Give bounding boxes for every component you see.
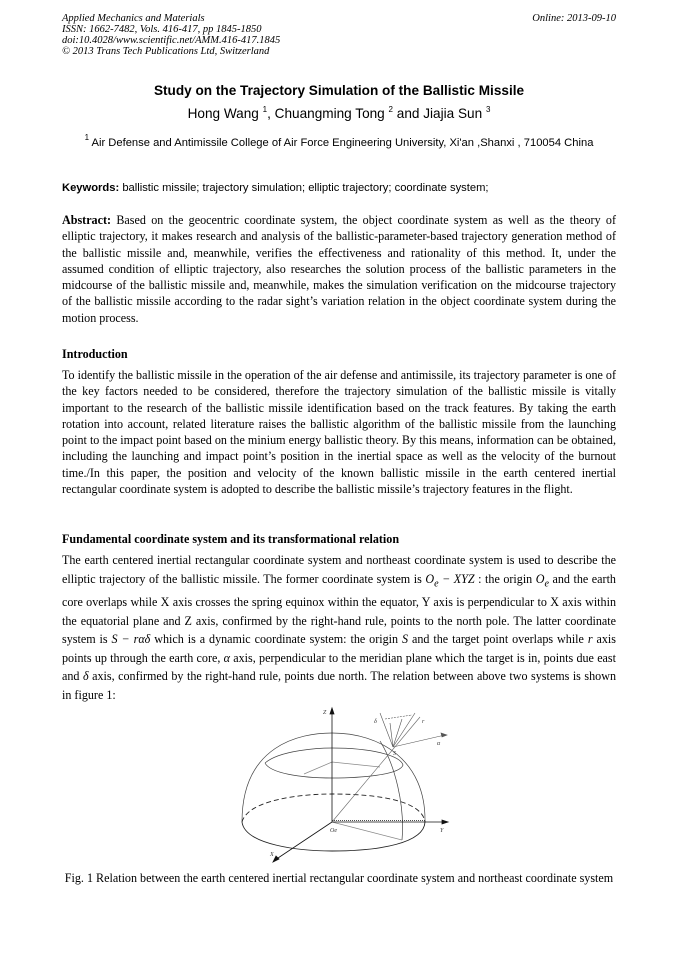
math-alpha: α: [223, 650, 230, 665]
equator-front: [242, 822, 425, 851]
z-arrow: [330, 708, 334, 714]
sub-line-1: [304, 762, 380, 774]
copyright-line: © 2013 Trans Tech Publications Ltd, Switzerland: [62, 46, 270, 57]
fundamental-paragraph: [62, 551, 616, 704]
math-subscript: e: [434, 577, 439, 589]
figure-label-x: X: [270, 852, 274, 858]
math-symbol: O: [535, 571, 545, 586]
text-run: axis points up through the earth core,: [62, 632, 616, 665]
journal-name: Applied Mechanics and Materials: [62, 13, 205, 24]
v-dash: [385, 715, 412, 719]
figure-label-alpha: α: [437, 741, 441, 747]
section-heading-fundamental: Fundamental coordinate system and its transformational relation: [62, 532, 400, 546]
latitude-ellipse: [265, 748, 403, 778]
math-oe: [535, 571, 549, 589]
section-heading-introduction: Introduction: [62, 347, 128, 361]
equator-back: [242, 794, 425, 822]
abstract-text: Based on the geocentric coordinate system, the object coordinate system as well as the theory of elliptic trajectory, it makes research and analysis of the ballistic-parameter-based trajectory generation method of the ballistic missile and, meanwhile, verifies the effectiveness and rationality of this method. It, under the assumed condition of elliptic trajectory, also researches the solution process of the ballistic parameters in the midcourse of the ballistic missile and, meanwhile, makes the simulation verification on the midcourse trajectory of the ballistic missile according to the radar sight’s variation relation in the object coordinate system during the motion process.: [62, 213, 616, 325]
figure-caption: Fig. 1 Relation between the earth centered inertial rectangular coordinate system and northeast coordinate system: [64, 871, 614, 885]
math-symbol: O: [425, 571, 435, 586]
sub-line-2: [332, 822, 402, 840]
x-axis: [275, 822, 332, 860]
text-run: axis, perpendicular to the meridian plane which the target is in, points due east and: [62, 650, 616, 684]
v-vector-2: [393, 719, 402, 747]
math-r: r: [587, 632, 593, 647]
author-separator: and: [392, 106, 424, 121]
figure-label-z: Z: [323, 710, 327, 716]
math-oe: [425, 571, 475, 589]
author-list: [62, 105, 616, 121]
figure-label-origin: Oe: [330, 828, 337, 834]
author-sup: 3: [485, 105, 491, 114]
author-separator: ,: [267, 106, 275, 121]
text-run: The earth centered inertial rectangular coordinate system and northeast coordinate system is used to describe the elliptic trajectory of the ballistic missile. The former coordinate system is: [62, 553, 616, 586]
journal-header: [62, 13, 280, 57]
figure-1-coordinate-diagram: [240, 705, 460, 865]
text-run: which is a dynamic coordinate system: the origin: [150, 632, 402, 647]
text-run: and the target point overlaps while: [408, 632, 588, 647]
r-axis-long: [332, 717, 420, 822]
keywords: [62, 182, 616, 194]
paper-title: Study on the Trajectory Simulation of the Ballistic Missile: [153, 83, 525, 98]
math-subscript: e: [544, 577, 549, 589]
text-run: : the origin: [474, 571, 536, 586]
x-arrow: [273, 856, 279, 862]
math-symbol: − XYZ: [438, 571, 475, 586]
figure-label-y: Y: [440, 828, 444, 834]
math-s: S: [402, 632, 409, 647]
alpha-arrow: [441, 733, 447, 737]
introduction-paragraph: To identify the ballistic missile in the operation of the air defense and antimissile, its trajectory parameter is one of the key factors needed to be considered, therefore the trajectory simulation of the ballistic missile is vitally important to the research of the ballistic missile identification based on the track features. By taking the earth rotation into account, related literature raises the ballistic algorithm of the ballistic missile from the launching point to the impact point based on the minium energy ballistic theory. By this means, information can be obtained, including the launching and impact point’s position in the inertial space as well as the velocity of the burnout time./In this paper, the position and velocity of the known ballistic missile in the earth centered inertial rectangular coordinate system is adopted to describe the ballistic missile’s trajectory features in the flight.: [62, 368, 616, 497]
keywords-label: Keywords:: [62, 182, 120, 194]
figure-label-s: S: [393, 751, 396, 757]
text-run: and the earth core overlaps while X axis crosses the spring equinox within the equator, Y axis is perpendicular to X axis within the equatorial plane and Z axis, confirmed by the right-hand rule, points to the north pole. The latter coordinate system is: [62, 571, 616, 647]
author-name: Chuangming Tong: [274, 106, 385, 121]
online-date: Online: 2013-09-10: [532, 13, 616, 24]
figure-label-delta: δ: [374, 719, 377, 725]
y-arrow: [442, 820, 448, 824]
figure-label-r: r: [422, 719, 425, 725]
affiliation-sup: 1: [84, 133, 90, 142]
author-sup: 1: [262, 105, 268, 114]
hemisphere-outline: [242, 733, 425, 822]
v-vector-1: [393, 713, 415, 747]
math-delta: δ: [82, 669, 89, 684]
author-sup: 2: [388, 105, 393, 114]
text-run: axis, confirmed by the right-hand rule, points due north. The relation between above two systems is shown in figure 1:: [62, 669, 616, 702]
affiliation: [62, 131, 616, 150]
keywords-text: ballistic missile; trajectory simulation; elliptic trajectory; coordinate system;: [122, 182, 489, 194]
affiliation-text: Air Defense and Antimissile College of Air Force Engineering University, Xi'an ,Shanxi , 710054 China: [91, 137, 594, 149]
doi-line: doi:10.4028/www.scientific.net/AMM.416-417.1845: [62, 35, 281, 46]
author-name: Hong Wang: [187, 106, 259, 121]
abstract: [62, 212, 616, 326]
math-s-r-alpha-delta: S − rαδ: [111, 632, 151, 647]
author-name: Jiajia Sun: [423, 106, 483, 121]
abstract-label: Abstract:: [62, 213, 112, 227]
issn-line: ISSN: 1662-7482, Vols. 416-417, pp 1845-1850: [62, 24, 262, 35]
